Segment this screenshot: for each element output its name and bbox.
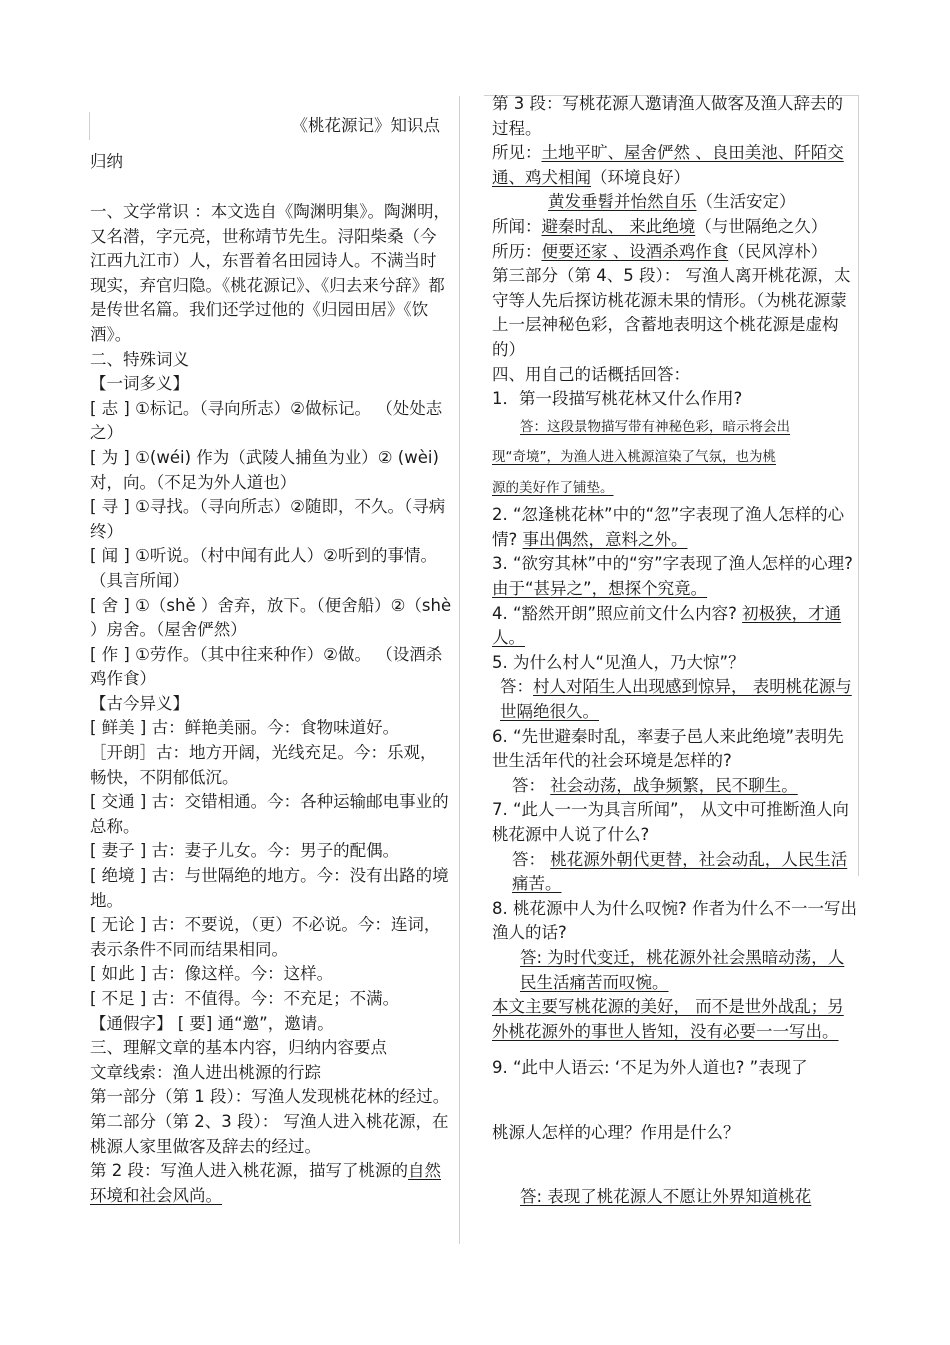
gujin-ruci: [ 如此 ] 古：像这样。今：这样。 [90, 964, 334, 984]
part-two: 第二部分（第 2、3 段）： 写渔人进入桃花源，在桃源人家里做客及辞去的经过。 [90, 1111, 449, 1156]
answer-2: 事出偶然，意料之外。 [522, 529, 688, 549]
para-two [90, 1159, 452, 1208]
answer-9: 答: 表现了桃花源人不愿让外界知道桃花 [520, 1187, 812, 1207]
part-three: 第三部分（第 4、5 段）： 写渔人离开桃花源，太守等人先后探访桃花源未果的情形。（为桃花源蒙上一层神秘色彩，含蓄地表明这个桃花源是虚构的） [492, 266, 851, 359]
question-4-text: 4. “豁然开朗”照应前文什么内容? [492, 603, 743, 623]
suojian-answer: 土地平旷、屋舍俨然 、良田美池、阡陌交通、鸡犬相闻 [492, 143, 844, 187]
literary-note: 一、文学常识 ：本文选自《陶渊明集》。陶渊明，又名潜，字元亮，世称靖节先生。浔阳柴桑（今江西九江市）人，东晋着名田园诗人。不满当时现实，弃官归隐。《桃花源记》、《归去来兮辞》都是传世名篇。我们还学过他的《归园田居》《饮酒》。 [90, 202, 450, 344]
answer-5-line [492, 675, 858, 724]
section-heading: 二、特殊词义 [90, 349, 189, 369]
question-8: 8. 桃花源中人为什么叹惋? 作者为什么不一一写出渔人的话? [492, 898, 857, 943]
question-2-text: 2. “忽逢桃花林”中的“忽”字表现了渔人怎样的心情? [492, 505, 845, 549]
gujin-juejing: [ 绝境 ] 古：与世隔绝的地方。今：没有出路的境地。 [90, 866, 449, 910]
para-three: 第 3 段：写桃花源人邀请渔人做客及渔人辞去的过程。 [492, 94, 843, 138]
answer-6-line [492, 774, 858, 799]
suojian-line [492, 141, 858, 190]
huangfa-note: （生活安定） [696, 192, 796, 212]
suowen-line [492, 215, 858, 240]
answer-3: 由于“甚异之”，想探个究竟。 [492, 579, 708, 598]
polysemy-zuo: [ 作 ] ①劳作。（其中往来种作）②做。 （设酒杀鸡作食） [90, 644, 443, 689]
answer-8-extra: 本文主要写桃花源的美好， 而不是世外战乱；另外桃花源外的事世人皆知，没有必要一一写出。 [492, 997, 844, 1041]
para-two-lead: 第 2 段：写渔人进入桃花源，描写了桃源的 [90, 1161, 408, 1181]
polysemy-wei: [ 为 ] ①(wéi) 作为（武陵人捕鱼为业）② (wèi) 对，向。（不足为外人道也） [90, 447, 439, 492]
suojian-note: （环境良好） [591, 167, 690, 187]
gujin-qizi: [ 妻子 ] 古：妻子儿女。今：男子的配偶。 [90, 841, 400, 861]
question-9b: 桃源人怎样的心理？作用是什么？ [492, 1122, 740, 1142]
section-heading: 三、理解文章的基本内容，归纳内容要点 [90, 1038, 387, 1058]
huangfa-answer: 黄发垂髫并怡然自乐 [548, 192, 697, 212]
subsection-heading: 【古今异义】 [90, 693, 189, 713]
clue-line: 文章线索：渔人进出桃源的行踪 [90, 1062, 321, 1082]
doc-title: 《桃花源记》知识点 [291, 116, 440, 135]
question-3 [492, 552, 858, 601]
suowen-answer: 避秦时乱、 来此绝境 [541, 216, 696, 236]
doc-title-cont: 归纳 [90, 152, 123, 171]
tongjiazi: 【通假字】 [ 要] 通“邀”，邀请。 [90, 1013, 334, 1033]
part-one: 第一部分（第 1 段）：写渔人发现桃花林的经过。 [90, 1087, 450, 1107]
subsection-heading: 【一词多义】 [90, 374, 189, 394]
suoli-line [492, 240, 858, 265]
answer-1-line: 答：这段景物描写带有神秘色彩，暗示将会出 [520, 418, 790, 435]
suoli-answer: 便要还家 、设酒杀鸡作食 [541, 241, 729, 261]
polysemy-zhi: [ 志 ] ①标记。（寻向所志）②做标记。 （处处志之） [90, 398, 443, 443]
right-column [492, 92, 858, 1210]
answer-7-line [492, 848, 858, 897]
polysemy-she: [ 舍 ] ①（shě ）舍弃，放下。（便舍船）②（shè ）房舍。（屋舍俨然） [90, 595, 452, 640]
answer-6-label: 答： [512, 775, 551, 795]
answer-5-label: 答： [500, 677, 533, 697]
answer-1-line: 源的美好作了铺垫。 [492, 479, 614, 496]
answer-5: 村人对陌生人出现感到惊异， 表明桃花源与世隔绝很久。 [500, 677, 852, 721]
question-1: 1．第一段描写桃花林又什么作用? [492, 389, 743, 409]
left-column [90, 92, 452, 1208]
question-5: 5. 为什么村人“见渔人，乃大惊”？ [492, 652, 745, 672]
suowen-note: （与世隔绝之久） [695, 216, 828, 236]
para-two-answer: 自然环境和社会风尚。 [90, 1161, 441, 1205]
right-edge-line [858, 96, 859, 876]
polysemy-xun: [ 寻 ] ①寻找。（寻向所志）②随即，不久。（寻病终） [90, 497, 446, 541]
answer-1-line: 现“奇境”，为渔人进入桃源渲染了气氛，也为桃 [492, 449, 776, 466]
huangfa-line [492, 190, 858, 215]
gujin-buzu: [ 不足 ] 古：不值得。今：不充足；不满。 [90, 989, 400, 1008]
answer-7: 桃花源外朝代更替，社会动乱，人民生活痛苦。 [512, 849, 848, 894]
suowen-label: 所闻： [492, 216, 542, 236]
suoli-label: 所历： [492, 241, 542, 261]
question-2 [492, 503, 858, 552]
answer-8: 答: 为时代变迁，桃花源外社会黑暗动荡，人民生活痛苦而叹惋。 [520, 947, 845, 992]
gujin-wulun: [ 无论 ] 古：不要说，（更）不必说。今：连词，表示条件不同而结果相同。 [90, 915, 441, 959]
suojian-label: 所见： [492, 143, 542, 163]
question-9a: 9. “此中人语云: ‘不足为外人道也? ”表现了 [492, 1058, 808, 1078]
question-3-text: 3. “欲穷其林”中的“穷”字表现了渔人怎样的心理? [492, 554, 853, 574]
answer-4: 初极狭，才通人。 [492, 603, 842, 648]
answer-6: 社会动荡，战争频繁，民不聊生。 [550, 775, 798, 795]
column-divider [459, 96, 460, 1244]
question-7: 7. “此人一一为具言所闻”， 从文中可推断渔人向桃花源中人说了什么? [492, 800, 849, 844]
suoli-note: （民风淳朴） [728, 241, 828, 261]
gujin-kailang: ［开朗］古：地方开阔，光线充足。今：乐观，畅快，不阴郁低沉。 [90, 743, 437, 787]
question-6: 6. “先世避秦时乱，率妻子邑人来此绝境”表明先世生活年代的社会环境是怎样的? [492, 726, 844, 771]
section-heading: 四、用自己的话概括回答： [492, 364, 690, 384]
answer-7-label: 答： [512, 849, 551, 869]
question-4 [492, 602, 858, 651]
polysemy-wen: [ 闻 ] ①听说。（村中闻有此人）②听到的事情。（具言所闻） [90, 546, 437, 590]
gujin-xianmei: [ 鲜美 ] 古：鲜艳美丽。今：食物味道好。 [90, 718, 400, 738]
gujin-jiaotong: [ 交通 ] 古：交错相通。今：各种运输邮电事业的总称。 [90, 792, 449, 836]
